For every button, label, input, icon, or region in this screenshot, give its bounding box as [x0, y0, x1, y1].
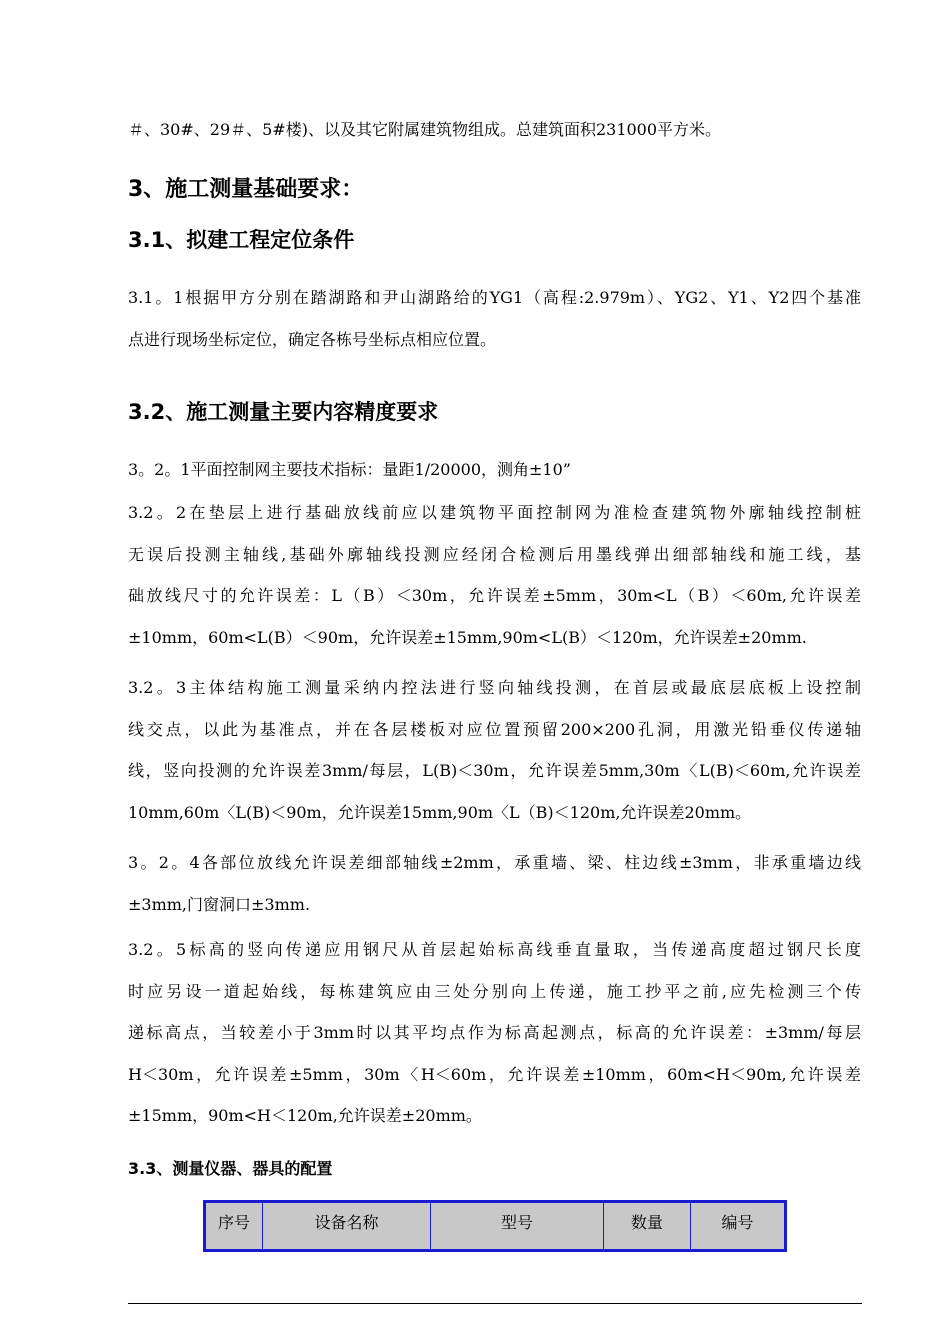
paragraph-line: 10mm,60m〈L(B)＜90m，允许误差15mm,90m〈L（B)＜120m,允许误差20mm。	[128, 802, 752, 822]
paragraph-line: 3。2。4各部位放线允许误差细部轴线±2mm，承重墙、梁、柱边线±3mm，非承重墙边线	[128, 853, 861, 872]
paragraph-line: ±3mm,门窗洞口±3mm.	[128, 894, 311, 914]
paragraph-3-2-4	[128, 842, 861, 925]
paragraph-line: 3.2。5标高的竖向传递应用钢尺从首层起始标高线垂直量取，当传递高度超过钢尺长度	[128, 940, 861, 959]
paragraph-line: 递标高点，当较差小于3mm时以其平均点作为标高起测点，标高的允许误差：±3mm/每层	[128, 1023, 861, 1042]
paragraph-line: 无误后投测主轴线,基础外廓轴线投测应经闭合检测后用墨线弹出细部轴线和施工线，基	[128, 544, 861, 564]
table-header-cell: 序号	[205, 1202, 263, 1251]
table-header-cell: 编号	[691, 1202, 786, 1251]
paragraph-line: H＜30m，允许误差±5mm，30m〈H＜60m，允许误差±10mm，60m<H＜90m,允许误差	[128, 1064, 861, 1084]
section-heading-3-3: 3.3、测量仪器、器具的配置	[128, 1159, 333, 1178]
paragraph-line: 时应另设一道起始线，每栋建筑应由三处分别向上传递，施工抄平之前,应先检测三个传	[128, 981, 861, 1001]
section-heading-3-2: 3.2、施工测量主要内容精度要求	[128, 400, 439, 424]
paragraph-line: 点进行现场坐标定位，确定各栋号坐标点相应位置。	[128, 329, 497, 349]
paragraph-3-2-1	[128, 449, 861, 491]
table-header-row	[205, 1202, 786, 1251]
table-header-cell: 设备名称	[263, 1202, 431, 1251]
paragraph-line: 3。2。1平面控制网主要技术指标：量距1/20000，测角±10”	[128, 460, 571, 479]
footer-rule	[128, 1303, 862, 1304]
paragraph-line: 3.2。3主体结构施工测量采纳内控法进行竖向轴线投测，在首层或最底层底板上设控制	[128, 678, 861, 697]
intro-line: ＃、30#、29＃、5#楼)、以及其它附属建筑物组成。总建筑面积231000平方米。	[128, 120, 722, 139]
section-heading-3-1: 3.1、拟建工程定位条件	[128, 228, 355, 252]
paragraph-3-2-3	[128, 667, 861, 833]
paragraph-line: ±15mm，90m<H＜120m,允许误差±20mm。	[128, 1106, 482, 1125]
table-header-cell: 型号	[431, 1202, 604, 1251]
table-header-cell: 数量	[604, 1202, 691, 1251]
paragraph-3-2-5	[128, 929, 861, 1137]
section-heading-3: 3、施工测量基础要求：	[128, 177, 364, 202]
paragraph-3-2-2	[128, 492, 861, 658]
paragraph-line: 础放线尺寸的允许误差：L（B）＜30m，允许误差±5mm，30m<L（B）＜60m,允许误差	[128, 586, 861, 605]
equipment-table	[203, 1200, 787, 1252]
paragraph-3-1-1	[128, 277, 861, 360]
paragraph-line: 3.2。2在垫层上进行基础放线前应以建筑物平面控制网为准检查建筑物外廓轴线控制桩	[128, 503, 861, 522]
paragraph-line: 线，竖向投测的允许误差3mm/每层，L(B)＜30m，允许误差5mm,30m〈L(B)＜60m,允许误差	[128, 761, 861, 780]
paragraph-line: ±10mm，60m<L(B）＜90m，允许误差±15mm,90m<L(B）＜120m，允许误差±20mm.	[128, 627, 807, 647]
paragraph-line: 线交点，以此为基准点，并在各层楼板对应位置预留200×200孔洞，用激光铅垂仪传递轴	[128, 719, 861, 739]
paragraph-line: 3.1。1根据甲方分别在踏湖路和尹山湖路给的YG1（高程:2.979m）、YG2、Y1、Y2四个基准	[128, 288, 861, 307]
